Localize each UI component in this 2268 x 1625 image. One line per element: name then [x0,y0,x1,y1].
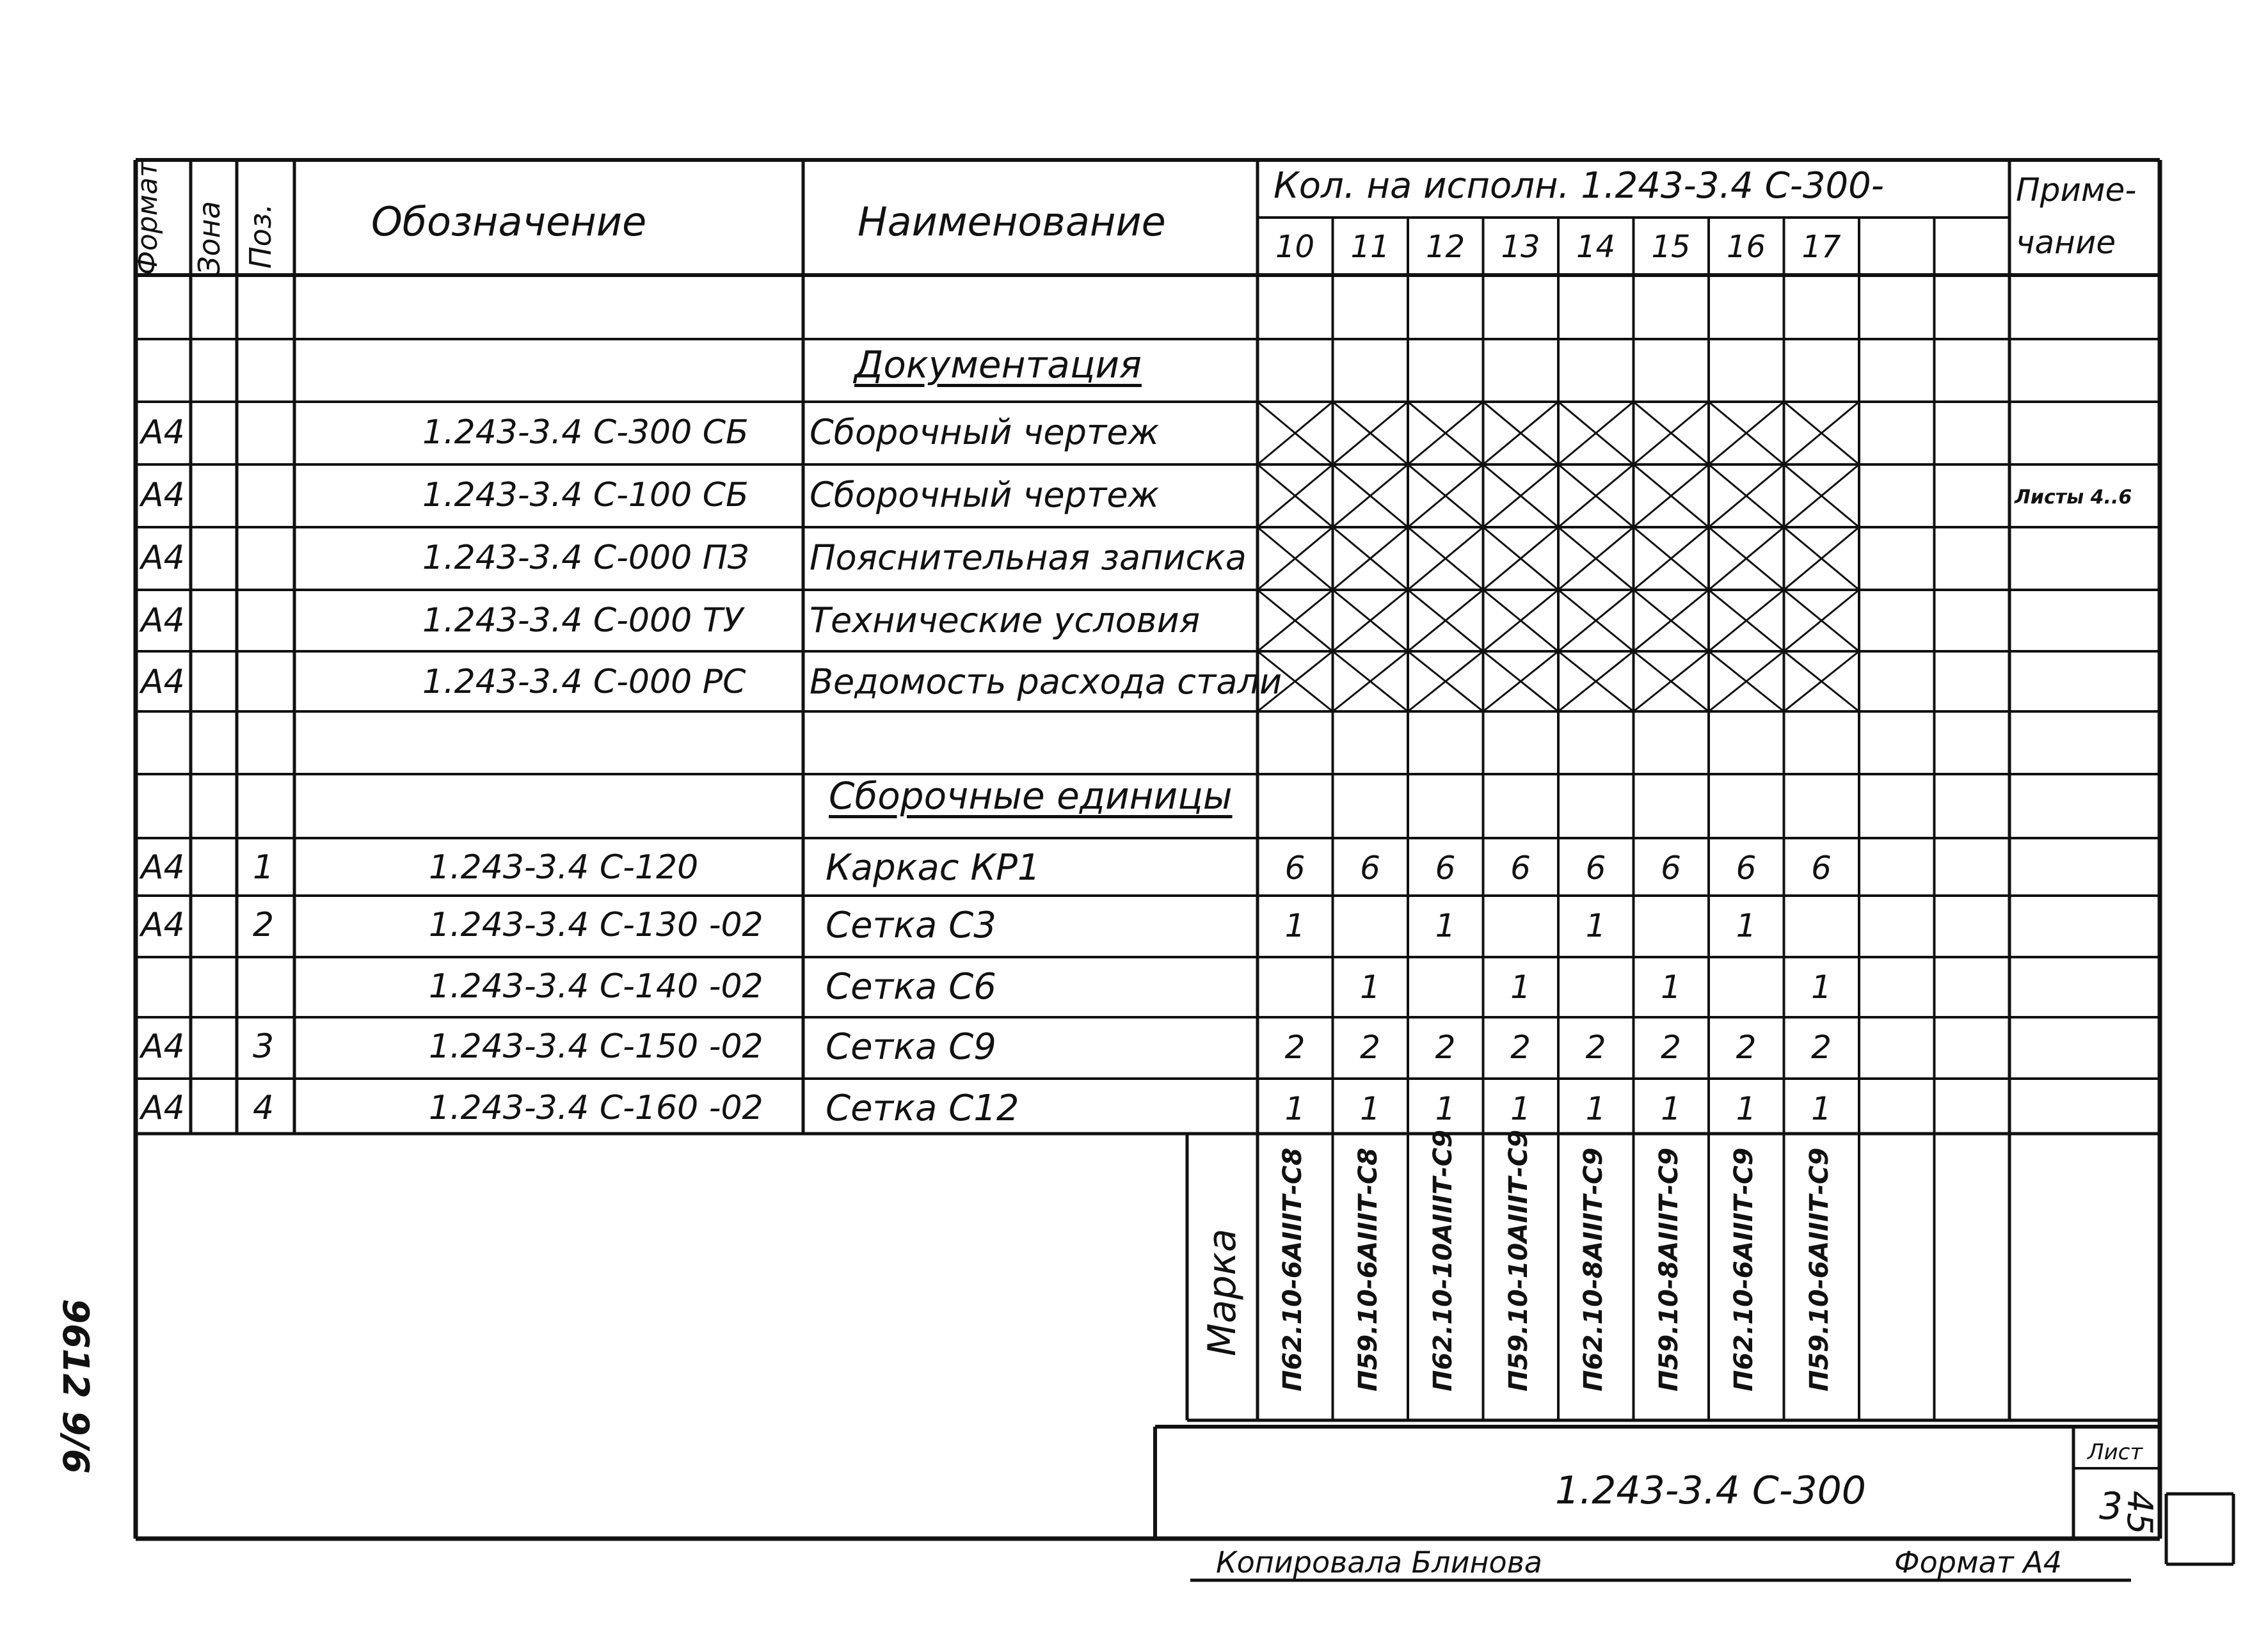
doc-row-note: Листы 4..6 [2015,486,2132,509]
unit-row-name: Сетка С9 [826,1026,996,1068]
doc-row-name: Сборочный чертеж [810,412,1160,452]
unit-row-qty: 1 [1360,969,1380,1006]
unit-row-format: А4 [141,1089,185,1127]
unit-row-qty: 1 [1360,1090,1380,1127]
unit-row-qty: 6 [1435,850,1456,887]
marka-value: П62.10-6АIIIТ-С8 [1278,1147,1307,1391]
unit-row-qty: 2 [1661,1029,1681,1066]
marka-value: П59.10-6АIIIТ-С9 [1804,1147,1834,1391]
doc-row-format: А4 [141,476,185,514]
doc-row-format: А4 [141,413,185,452]
header-designation: Обозначение [371,198,647,245]
unit-row-qty: 1 [1661,1090,1681,1127]
section-assembly-units: Сборочные единицы [829,774,1233,818]
doc-row-designation: 1.243-3.4 С-000 ПЗ [422,539,749,577]
unit-row-qty: 2 [1585,1029,1606,1066]
unit-row-pos: 4 [253,1089,275,1127]
unit-row-qty: 1 [1811,1090,1832,1127]
unit-row-qty: 2 [1510,1029,1531,1066]
unit-row-qty: 1 [1811,969,1832,1006]
unit-row-format: А4 [141,848,185,887]
header-zone: Зона [192,201,227,275]
unit-row-name: Каркас КР1 [826,847,1041,889]
doc-row-format: А4 [141,539,185,577]
unit-row-qty: 1 [1736,1090,1757,1127]
unit-row-qty: 1 [1510,969,1531,1006]
doc-row-designation: 1.243-3.4 С-100 СБ [422,476,749,514]
unit-row-qty: 6 [1736,850,1757,887]
unit-row-qty: 2 [1736,1029,1757,1066]
unit-row-qty: 1 [1284,1090,1306,1127]
copied-by: Копировала Блинова [1216,1545,1542,1580]
unit-row-format: А4 [141,1027,185,1066]
doc-row-name: Ведомость расхода стали [810,662,1282,702]
unit-row-qty: 1 [1661,969,1681,1006]
variant-header: 15 [1651,229,1691,265]
unit-row-designation: 1.243-3.4 С-160 -02 [429,1089,763,1127]
unit-row-qty: 2 [1435,1029,1456,1066]
unit-row-qty: 6 [1661,850,1681,887]
header-note-1: Приме- [2016,171,2137,209]
unit-row-designation: 1.243-3.4 С-140 -02 [429,967,763,1006]
unit-row-designation: 1.243-3.4 С-120 [429,848,699,887]
sheet-number: 3 [2099,1484,2123,1528]
unit-row-format: А4 [141,906,185,944]
doc-row-format: А4 [141,601,185,640]
header-name: Наименование [858,198,1166,245]
unit-row-qty: 1 [1284,907,1306,944]
variant-header: 14 [1576,229,1616,265]
unit-row-name: Сетка С3 [826,905,996,946]
unit-row-qty: 1 [1736,907,1757,944]
doc-row-name: Технические условия [810,600,1201,640]
unit-row-pos: 2 [253,906,275,944]
variant-header: 10 [1275,229,1315,265]
doc-row-designation: 1.243-3.4 С-000 РС [422,663,746,701]
unit-row-name: Сетка С12 [826,1088,1019,1129]
marka-value: П59.10-10АIIIТ-С9 [1503,1130,1533,1391]
unit-row-qty: 6 [1811,850,1832,887]
format-footer: Формат А4 [1894,1545,2062,1580]
unit-row-name: Сетка С6 [826,966,996,1008]
unit-row-qty: 6 [1510,850,1531,887]
sheet-label: Лист [2088,1439,2143,1465]
header-pos: Поз. [243,203,278,269]
section-documentation: Документация [854,343,1142,386]
variant-header: 17 [1801,229,1841,265]
unit-row-qty: 6 [1360,850,1380,887]
variant-header: 11 [1350,229,1390,265]
marka-label: Марка [1200,1228,1245,1356]
unit-row-qty: 2 [1811,1029,1832,1066]
unit-row-qty: 6 [1585,850,1606,887]
unit-row-qty: 2 [1360,1029,1380,1066]
header-note-2: чание [2016,224,2116,261]
unit-row-qty: 1 [1585,1090,1606,1127]
variant-header: 12 [1425,229,1465,265]
unit-row-qty: 1 [1510,1090,1531,1127]
unit-row-qty: 6 [1284,850,1306,887]
marka-value: П59.10-6АIIIТ-С8 [1353,1147,1383,1391]
unit-row-designation: 1.243-3.4 С-150 -02 [429,1027,763,1066]
marka-value: П62.10-6АIIIТ-С9 [1729,1147,1759,1391]
page-number: 45 [2120,1491,2160,1535]
unit-row-qty: 1 [1435,907,1456,944]
unit-row-qty: 1 [1585,907,1606,944]
marka-value: П62.10-8АIIIТ-С9 [1579,1147,1608,1391]
marka-value: П59.10-8АIIIТ-С9 [1654,1147,1684,1391]
doc-number: 1.243-3.4 С-300 [1555,1468,1866,1513]
unit-row-qty: 1 [1435,1090,1456,1127]
unit-row-pos: 1 [253,848,275,887]
doc-row-designation: 1.243-3.4 С-000 ТУ [422,601,744,640]
doc-row-name: Сборочный чертеж [810,475,1160,515]
variant-header: 16 [1726,229,1766,265]
variant-header: 13 [1501,229,1540,265]
header-qty-title: Кол. на исполн. 1.243-3.4 С-300- [1274,165,1884,207]
unit-row-pos: 3 [253,1027,275,1066]
doc-row-name: Пояснительная записка [810,537,1247,578]
unit-row-qty: 2 [1284,1029,1306,1066]
header-format: Формат [131,161,164,275]
doc-row-designation: 1.243-3.4 С-300 СБ [422,413,749,452]
inventory-number: 9612 9/6 [54,1299,96,1474]
marka-value: П62.10-10АIIIТ-С9 [1428,1130,1458,1391]
unit-row-designation: 1.243-3.4 С-130 -02 [429,906,763,944]
doc-row-format: А4 [141,663,185,701]
